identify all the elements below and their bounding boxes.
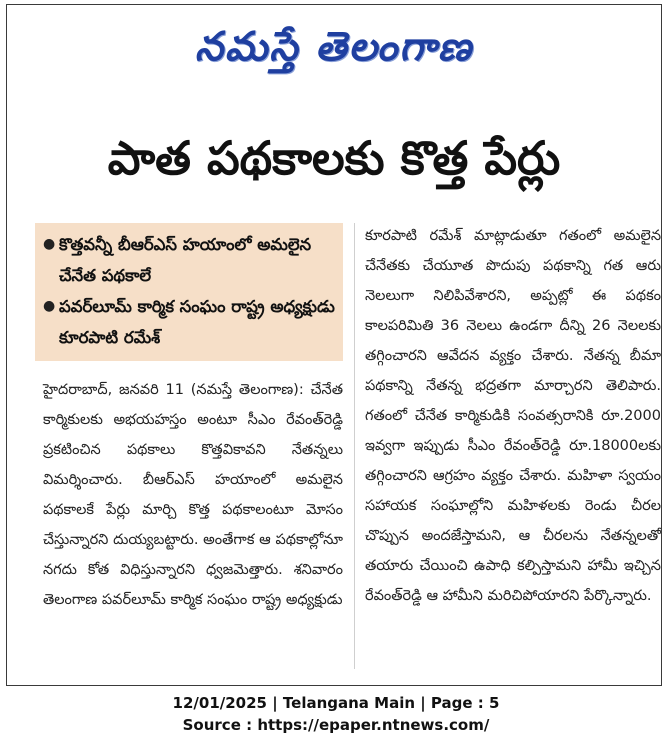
clipping-frame [6,4,662,686]
footer-source-text: Source : https://epaper.ntnews.com/ [182,716,490,734]
article-body-right-column: కూరపాటి రమేశ్ మాట్లాడుతూ గతంలో అమలైన చేనేతకు చేయూత పొదుపు పథకాన్ని గత ఆరు నెలలుగా నిలిపివేశారని, అప్పట్లో ఈ పథకం కాలపరిమితి 36 నెలలు ఉండగా దీన్ని 26 నెలలకు తగ్గించారని ఆవేదన వ్యక్తం చేశారు. నేతన్న బీమా పథకాన్ని నేతన్న భద్రతగా మార్చారని తెలిపారు. గతంలో చేనేత కార్మికుడికి సంవత్సరానికి రూ.2000 ఇవ్వగా ఇప్పుడు సీఎం రేవంత్‌రెడ్డి రూ.18000లకు తగ్గించారని ఆగ్రహం వ్యక్తం చేశారు. మహిళా స్వయం సహాయక సంఘాల్లోని మహిళలకు రెండు చీరల చొప్పున అందజేస్తామని, ఆ చీరలను నేతన్నలతో తయారు చేయించి ఉపాధి కల్పిస్తామని హామీ ఇచ్చిన రేవంత్‌రెడ్డి ఆ హామీని మరిచిపోయారని పేర్కొన్నారు. [365,228,661,604]
teaser-item [43,229,335,291]
footer-date-edition-text: 12/01/2025 | Telangana Main | Page : 5 [172,694,500,712]
newspaper-masthead: నమస్తే తెలంగాణ [194,24,474,70]
article-body-left-column: హైదరాబాద్, జనవరి 11 (నమస్తే తెలంగాణ): చేనేత కార్మికులకు అభయహస్తం అంటూ సీఎం రేవంత్‌రెడ్డి ప్రకటించిన పథకాలు కొత్తవికావని నేతన్నలు విమర్శించారు. బీఆర్ఎస్ హయాంలో అమలైన పథకాలకే పేర్లు మార్చి కొత్త పథకాలంటూ మోసం చేస్తున్నారని దుయ్యబట్టారు. అంతేగాక ఆ పథకాల్లోనూ నగదు కోత విధిస్తున్నారని ధ్వజమెత్తారు. శనివారం తెలంగాణ పవర్‌లూమ్ కార్మిక సంఘం రాష్ట్ర అధ్యక్షుడు [43,382,343,608]
article-headline: పాత పథకాలకు కొత్త పేర్లు [107,131,561,185]
teaser-box [35,223,343,361]
teaser-item-text: కొత్తవన్నీ బీఆర్ఎస్ హయాంలో అమలైన చేనేత పథకాలే [59,235,312,285]
teaser-item [43,291,335,353]
footer-date-edition [0,694,672,712]
bullet-icon: ● [43,298,56,314]
column-divider [354,223,355,669]
bullet-icon: ● [43,236,56,252]
teaser-item-text: పవర్‌లూమ్ కార్మిక సంఘం రాష్ట్ర అధ్యక్షుడు కూరపాటి రమేశ్ [59,297,335,347]
footer-source [0,716,672,734]
